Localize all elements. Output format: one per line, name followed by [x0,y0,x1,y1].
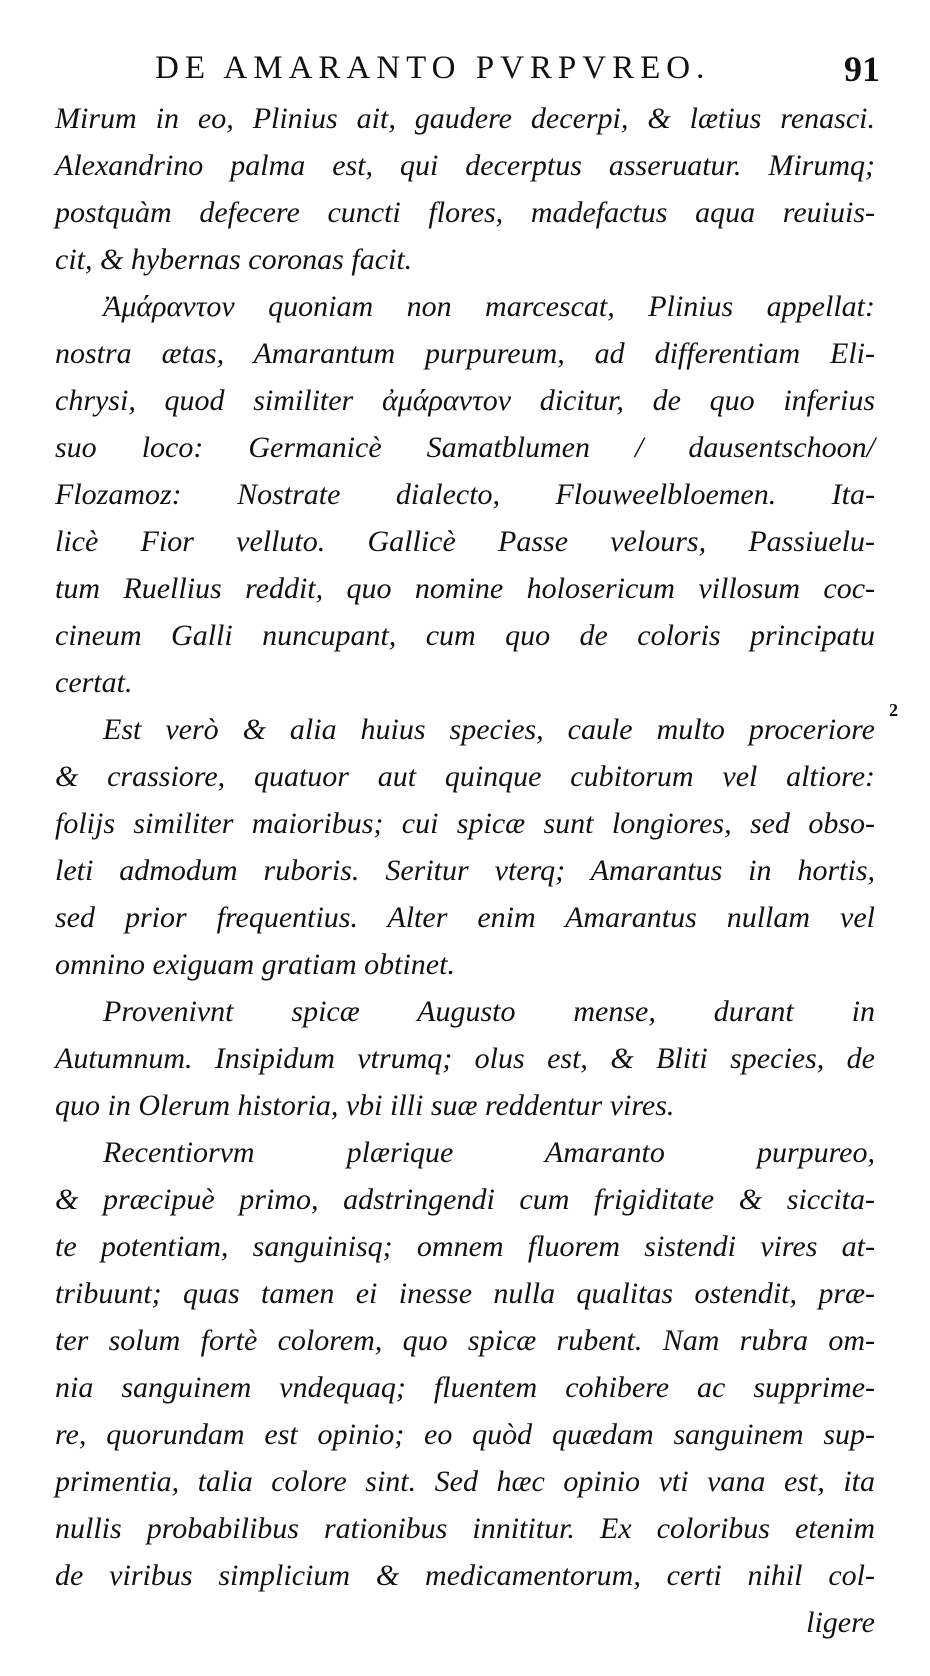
text-line: sed prior frequentius. Alter enim Amarantus nullam vel [55,901,875,934]
text-line: de viribus simplicium & medicamentorum, certi nihil col- [55,1559,875,1592]
text-line: folijs similiter maioribus; cui spicæ sunt longiores, sed obso- [55,807,875,840]
text-line: leti admodum ruboris. Seritur vterq; Amarantus in hortis, [55,854,875,887]
text-line: postquàm defecere cuncti flores, madefactus aqua reuiuis- [55,196,875,229]
text-line: omnino exiguam gratiam obtinet. [55,948,455,981]
text-line: nia sanguinem vndequaq; fluentem cohibere ac supprime- [55,1371,875,1404]
text-line: Est verò & alia huius species, caule multo proceriore [103,713,875,746]
text-line: Provenivnt spicæ Augusto mense, durant in [103,995,875,1028]
text-line: re, quorundam est opinio; eo quòd quædam sanguinem sup- [55,1418,875,1451]
body-text [55,95,875,1646]
text-line: suo loco: Germanicè Samatblumen / dausentschoon/ [55,431,875,464]
text-line: te potentiam, sanguinisq; omnem fluorem sistendi vires at- [55,1230,875,1263]
text-line: Mirum in eo, Plinius ait, gaudere decerpi, & lætius renasci. [55,102,875,135]
text-line: chrysi, quod similiter ἀμάραντον dicitur, de quo inferius [55,384,875,417]
text-line: tum Ruellius reddit, quo nomine holosericum villosum coc- [55,572,875,605]
text-line: cit, & hybernas coronas facit. [55,243,413,276]
text-line: nostra ætas, Amarantum purpureum, ad differentiam Eli- [55,337,875,370]
text-line: tribuunt; quas tamen ei inesse nulla qualitas ostendit, præ- [55,1277,875,1310]
text-line: ligere [806,1606,875,1639]
text-line: cineum Galli nuncupant, cum quo de coloris principatu [55,619,875,652]
page-header [60,44,880,96]
text-line: & crassiore, quatuor aut quinque cubitorum vel altiore: [55,760,875,793]
text-line: Alexandrino palma est, qui decerptus asseruatur. Mirumq; [55,149,875,182]
text-line: certat. [55,666,133,699]
text-line: ter solum fortè colorem, quo spicæ rubent. Nam rubra om- [55,1324,875,1357]
text-line: & præcipuè primo, adstringendi cum frigiditate & siccita- [55,1183,875,1216]
running-head: DE AMARANTO PVRPVREO. [155,50,711,86]
page-number: 91 [844,49,880,89]
text-line: quo in Olerum historia, vbi illi suæ reddentur vires. [55,1089,675,1122]
text-line: Recentiorvm plærique Amaranto purpureo, [103,1136,875,1169]
text-line: Ἀμάραντον quoniam non marcescat, Plinius appellat: [103,290,875,323]
text-line: licè Fior velluto. Gallicè Passe velours, Passiuelu- [55,525,875,558]
text-line: Autumnum. Insipidum vtrumq; olus est, & Bliti species, de [55,1042,875,1075]
margin-note: 2 [889,700,898,720]
text-line: Flozamoz: Nostrate dialecto, Flouweelbloemen. Ita- [55,478,875,511]
text-line: nullis probabilibus rationibus innititur. Ex coloribus etenim [55,1512,875,1545]
text-line: primentia, talia colore sint. Sed hæc opinio vti vana est, ita [55,1465,875,1498]
